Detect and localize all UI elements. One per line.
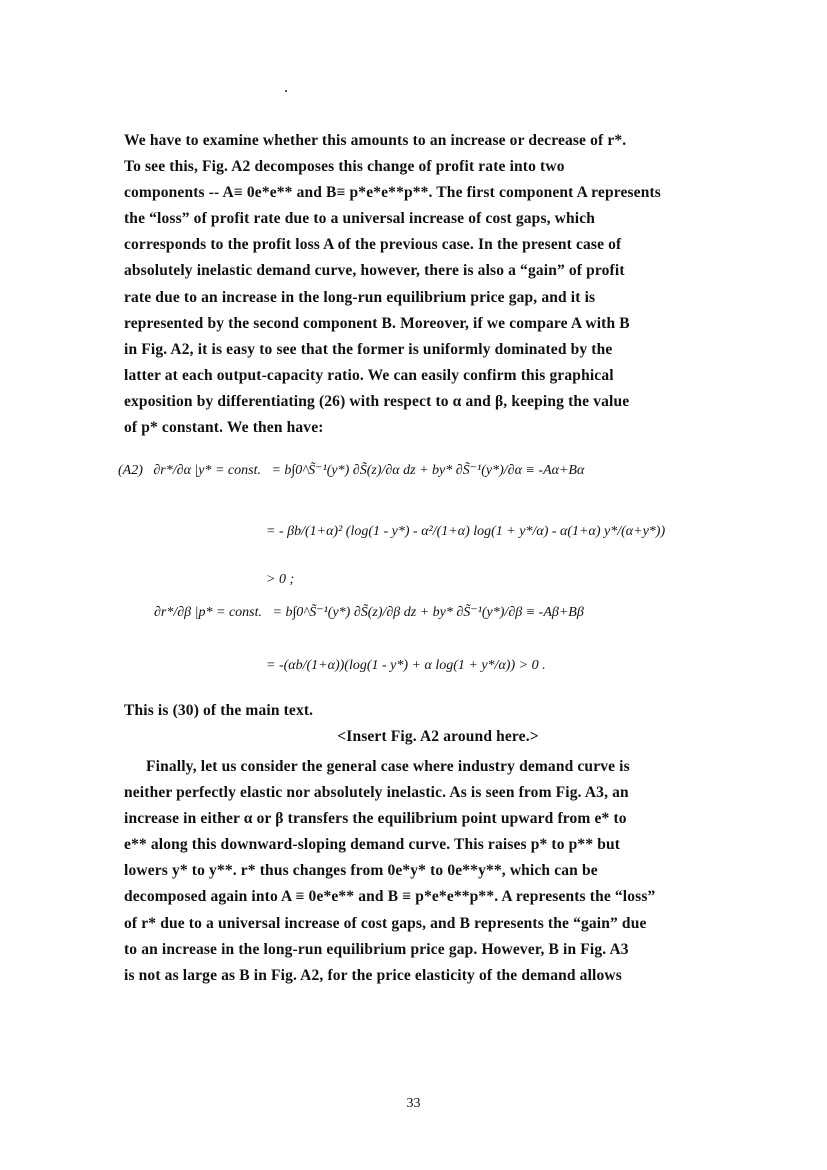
text-line: of r* due to a universal increase of cost gaps, and B represents the “gain” due bbox=[124, 914, 647, 932]
text-line: components -- A≡ 0e*e** and B≡ p*e*e**p**. The first component A represents bbox=[124, 184, 661, 202]
text-line: rate due to an increase in the long-run equilibrium price gap, and it is bbox=[124, 288, 596, 306]
text-line: corresponds to the profit loss A of the previous case. In the present case of bbox=[124, 236, 622, 254]
text-line: in Fig. A2, it is easy to see that the former is uniformly dominated by the bbox=[124, 340, 613, 358]
text-line: absolutely inelastic demand curve, however, there is also a “gain” of profit bbox=[124, 262, 625, 280]
text-line: This is (30) of the main text. bbox=[124, 702, 314, 719]
text-line: the “loss” of profit rate due to a universal increase of cost gaps, which bbox=[124, 210, 596, 228]
text-line: to an increase in the long-run equilibrium price gap. However, B in Fig. A3 bbox=[124, 940, 629, 958]
equation-lhs: ∂r*/∂β |p* = const. bbox=[154, 605, 262, 620]
equation-lhs: ∂r*/∂α |y* = const. bbox=[153, 463, 261, 478]
text-line: e** along this downward-sloping demand curve. This raises p* to p** but bbox=[124, 836, 621, 854]
text-line: exposition by differentiating (26) with respect to α and β, keeping the value bbox=[124, 392, 630, 410]
page-number: 33 bbox=[406, 1096, 421, 1111]
text-line: lowers y* to y**. r* thus changes from 0e*y* to 0e**y**, which can be bbox=[124, 862, 598, 880]
equation-expression: = -(αb/(1+α))(log(1 - y*) + α log(1 + y*/α)) > 0 . bbox=[266, 658, 546, 673]
paragraph-1 bbox=[124, 128, 752, 441]
text-line: latter at each output-capacity ratio. We can easily confirm this graphical bbox=[124, 366, 614, 384]
text-line: of p* constant. We then have: bbox=[124, 419, 324, 437]
text-line: We have to examine whether this amounts to an increase or decrease of r*. bbox=[124, 132, 627, 149]
equation-label: (A2) bbox=[118, 463, 143, 478]
text-line: decomposed again into A ≡ 0e*e** and B ≡ p*e*e**p**. A represents the “loss” bbox=[124, 888, 656, 906]
text-line: increase in either α or β transfers the equilibrium point upward from e* to bbox=[124, 810, 627, 828]
text-line: represented by the second component B. Moreover, if we compare A with B bbox=[124, 314, 630, 332]
figure-insert-note: <Insert Fig. A2 around here.> bbox=[337, 728, 539, 746]
equation-row bbox=[154, 604, 584, 644]
paragraph-2 bbox=[124, 754, 752, 989]
equation-expression: = - βb/(1+α)² (log(1 - y*) - α²/(1+α) log(1 + y*/α) - α(1+α) y*/(α+y*)) bbox=[266, 524, 666, 539]
paragraph-after-equation bbox=[124, 698, 752, 750]
equation-expression: > 0 ; bbox=[266, 572, 295, 587]
equation-rhs: = b∫0^S̃⁻¹(y*) ∂S̃(z)/∂α dz + by* ∂S̃⁻¹(y*)/∂α ≡ -Aα+Bα bbox=[271, 463, 585, 478]
equation-row bbox=[266, 524, 665, 564]
text-line: neither perfectly elastic nor absolutely inelastic. As is seen from Fig. A3, an bbox=[124, 784, 629, 802]
text-line: To see this, Fig. A2 decomposes this change of profit rate into two bbox=[124, 158, 565, 176]
equation-rhs: = b∫0^S̃⁻¹(y*) ∂S̃(z)/∂β dz + by* ∂S̃⁻¹(y*)/∂β ≡ -Aβ+Bβ bbox=[272, 605, 584, 620]
text-line: is not as large as B in Fig. A2, for the price elasticity of the demand allows bbox=[124, 966, 622, 984]
text-line: Finally, let us consider the general case where industry demand curve is bbox=[146, 758, 630, 775]
speck bbox=[285, 90, 287, 92]
equation-row bbox=[118, 462, 584, 502]
equation-row bbox=[266, 658, 546, 698]
